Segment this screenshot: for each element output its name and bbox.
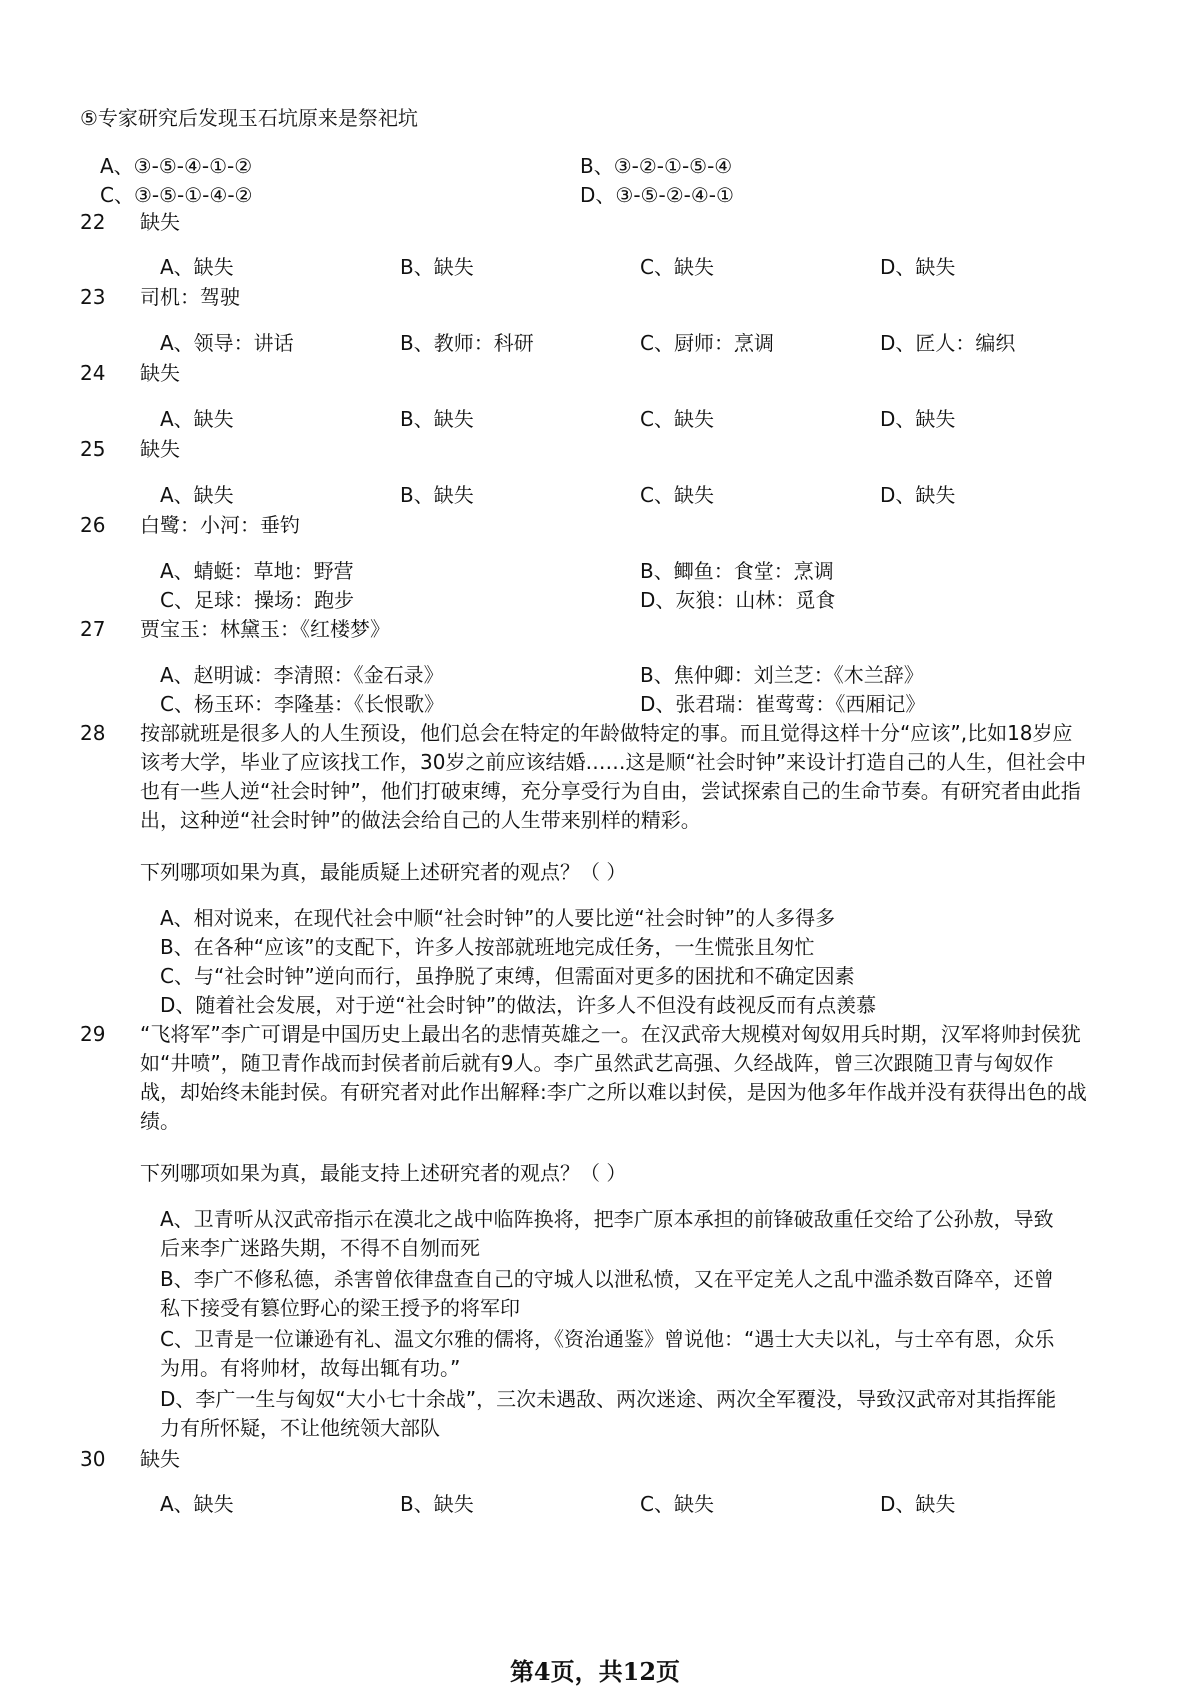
- option-a[interactable]: A、缺失: [160, 407, 234, 431]
- sequence-item-5: ⑤专家研究后发现玉石坑原来是祭祀坑: [80, 106, 418, 130]
- option-d[interactable]: D、随着社会发展，对于逆“社会时钟”的做法，许多人不但没有歧视反而有点羡慕: [160, 993, 877, 1017]
- q21-option-a[interactable]: A、③-⑤-④-①-②: [100, 154, 253, 178]
- question-stem: “飞将军”李广可谓是中国历史上最出名的悲情英雄之一。在汉武帝大规模对匈奴用兵时期，汉军将帅封侯犹如“井喷”，随卫青作战而封侯者前后就有9人。李广虽然武艺高强、久经战阵，曾三次跟随卫青与匈奴作战，却始终未能封侯。有研究者对此作出解释:李广之所以难以封侯，是因为他多年作战并没有获得出色的战绩。: [140, 1022, 1087, 1133]
- question-stem: 司机：驾驶: [140, 285, 240, 309]
- option-c[interactable]: C、厨师：烹调: [640, 331, 774, 355]
- option-d[interactable]: D、缺失: [880, 255, 956, 279]
- option-a[interactable]: A、缺失: [160, 1492, 234, 1516]
- question-stem: 缺失: [140, 1447, 180, 1471]
- question-number: 28: [80, 721, 106, 745]
- option-a[interactable]: A、蜻蜓：草地：野营: [160, 559, 354, 583]
- option-d[interactable]: D、缺失: [880, 483, 956, 507]
- option-d[interactable]: D、灰狼：山林：觅食: [640, 588, 836, 612]
- q21-option-b[interactable]: B、③-②-①-⑤-④: [580, 154, 733, 178]
- option-d[interactable]: D、李广一生与匈奴“大小七十余战”，三次未遇敌、两次迷途、两次全军覆没，导致汉武帝对其指挥能力有所怀疑，不让他统领大部队: [160, 1387, 1057, 1440]
- question-number: 22: [80, 210, 106, 234]
- option-b[interactable]: B、缺失: [400, 255, 474, 279]
- question-stem: 白鹭：小河：垂钓: [140, 513, 300, 537]
- option-b[interactable]: B、缺失: [400, 483, 474, 507]
- option-c[interactable]: C、缺失: [640, 255, 714, 279]
- question-stem: 贾宝玉：林黛玉：《红楼梦》: [140, 617, 390, 641]
- option-b[interactable]: B、李广不修私德，杀害曾依律盘查自己的守城人以泄私愤，又在平定羌人之乱中滥杀数百降卒，还曾私下接受有篡位野心的梁王授予的将军印: [160, 1267, 1054, 1320]
- option-b[interactable]: B、教师：科研: [400, 331, 534, 355]
- option-b[interactable]: B、缺失: [400, 407, 474, 431]
- question-stem: 缺失: [140, 437, 180, 461]
- option-a[interactable]: A、卫青听从汉武帝指示在漠北之战中临阵换将，把李广原本承担的前锋破敌重任交给了公孙敖，导致后来李广迷路失期，不得不自刎而死: [160, 1207, 1054, 1260]
- option-c[interactable]: C、杨玉环：李隆基：《长恨歌》: [160, 692, 444, 716]
- option-d[interactable]: D、张君瑞：崔莺莺：《西厢记》: [640, 692, 926, 716]
- question-prompt: 下列哪项如果为真，最能支持上述研究者的观点？（ ）: [140, 1161, 627, 1185]
- question-stem: 按部就班是很多人的人生预设，他们总会在特定的年龄做特定的事。而且觉得这样十分“应该”,比如18岁应该考大学，毕业了应该找工作，30岁之前应该结婚……这是顺“社会时钟”来设计打造自己的人生，但社会中也有一些人逆“社会时钟”，他们打破束缚，充分享受行为自由，尝试探索自己的生命节奏。有研究者由此指出，这种逆“社会时钟”的做法会给自己的人生带来别样的精彩。: [140, 721, 1087, 832]
- question-number: 30: [80, 1447, 106, 1471]
- option-a[interactable]: A、缺失: [160, 483, 234, 507]
- option-d[interactable]: D、缺失: [880, 1492, 956, 1516]
- option-a[interactable]: A、领导：讲话: [160, 331, 294, 355]
- option-c[interactable]: C、足球：操场：跑步: [160, 588, 354, 612]
- question-prompt: 下列哪项如果为真，最能质疑上述研究者的观点？（ ）: [140, 860, 627, 884]
- option-a[interactable]: A、赵明诚：李清照：《金石录》: [160, 663, 444, 687]
- option-b[interactable]: B、鲫鱼：食堂：烹调: [640, 559, 834, 583]
- option-c[interactable]: C、与“社会时钟”逆向而行，虽挣脱了束缚，但需面对更多的困扰和不确定因素: [160, 964, 855, 988]
- option-a[interactable]: A、缺失: [160, 255, 234, 279]
- page-footer: 第4页，共12页: [509, 1657, 681, 1686]
- question-number: 29: [80, 1022, 106, 1046]
- question-number: 25: [80, 437, 106, 461]
- option-d[interactable]: D、缺失: [880, 407, 956, 431]
- option-c[interactable]: C、缺失: [640, 1492, 714, 1516]
- question-number: 26: [80, 513, 106, 537]
- question-stem: 缺失: [140, 210, 180, 234]
- option-b[interactable]: B、焦仲卿：刘兰芝：《木兰辞》: [640, 663, 924, 687]
- option-a[interactable]: A、相对说来，在现代社会中顺“社会时钟”的人要比逆“社会时钟”的人多得多: [160, 906, 836, 930]
- q21-option-c[interactable]: C、③-⑤-①-④-②: [100, 183, 253, 207]
- question-stem: 缺失: [140, 361, 180, 385]
- question-number: 23: [80, 285, 106, 309]
- option-b[interactable]: B、在各种“应该”的支配下，许多人按部就班地完成任务，一生慌张且匆忙: [160, 935, 815, 959]
- q21-option-d[interactable]: D、③-⑤-②-④-①: [580, 183, 734, 207]
- question-number: 24: [80, 361, 106, 385]
- question-number: 27: [80, 617, 106, 641]
- option-d[interactable]: D、匠人：编织: [880, 331, 1016, 355]
- option-c[interactable]: C、缺失: [640, 483, 714, 507]
- option-b[interactable]: B、缺失: [400, 1492, 474, 1516]
- option-c[interactable]: C、缺失: [640, 407, 714, 431]
- option-c[interactable]: C、卫青是一位谦逊有礼、温文尔雅的儒将，《资治通鉴》曾说他：“遇士大夫以礼，与士卒有恩，众乐为用。有将帅材，故每出辄有功。”: [160, 1327, 1055, 1380]
